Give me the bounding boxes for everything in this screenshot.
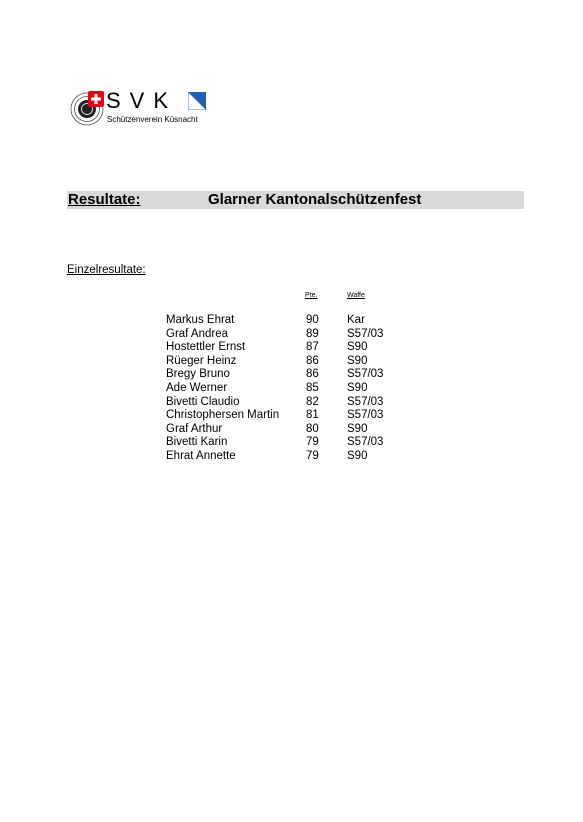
- shooter-points: 79: [306, 436, 319, 449]
- shooter-name: Graf Arthur: [166, 422, 223, 435]
- shooter-points: 81: [306, 409, 319, 422]
- title-bar: [67, 191, 524, 209]
- logo-letters: SVK: [106, 88, 178, 113]
- shooter-weapon: S90: [347, 341, 368, 354]
- club-logo: [70, 88, 220, 130]
- shooter-weapon: S90: [347, 381, 368, 394]
- shooter-weapon: S57/03: [347, 327, 384, 340]
- zurich-flag-icon: [188, 92, 206, 110]
- shooter-name: Bivetti Karin: [166, 436, 228, 449]
- shooter-name: Christophersen Martin: [166, 409, 280, 422]
- shooter-name: Graf Andrea: [166, 327, 229, 340]
- section-heading: Einzelresultate:: [67, 264, 146, 276]
- shooter-points: 86: [306, 368, 319, 381]
- event-title: Glarner Kantonalschützenfest: [208, 191, 422, 208]
- shooter-points: 79: [306, 449, 319, 462]
- column-header-weapon: Waffe: [347, 292, 365, 299]
- logo-subtitle: Schützenverein Küsnacht: [107, 115, 198, 124]
- shooter-points: 86: [306, 354, 319, 367]
- shooter-points: 85: [306, 381, 319, 394]
- column-header-points: Pte.: [305, 292, 318, 299]
- shooter-name: Ade Werner: [166, 381, 228, 394]
- shooter-weapon: S90: [347, 449, 368, 462]
- shooter-weapon: S57/03: [347, 395, 384, 408]
- shooter-name: Ehrat Annette: [166, 449, 236, 462]
- shooter-weapon: S57/03: [347, 368, 384, 381]
- shooter-points: 82: [306, 395, 319, 408]
- shooter-weapon: Kar: [347, 314, 365, 326]
- shooter-name: Rüeger Heinz: [166, 354, 237, 367]
- shooter-name: Bregy Bruno: [166, 368, 230, 381]
- shooter-weapon: S90: [347, 354, 368, 367]
- results-heading: Resultate:: [68, 191, 141, 208]
- shooter-points: 89: [306, 327, 319, 340]
- shooter-weapon: S57/03: [347, 436, 384, 449]
- shooter-weapon: S90: [347, 422, 368, 435]
- shooter-points: 87: [306, 341, 319, 354]
- shooter-name: Bivetti Claudio: [166, 395, 240, 408]
- shooter-points: 90: [306, 314, 319, 326]
- shooter-weapon: S57/03: [347, 409, 384, 422]
- shooter-name: Hostettler Ernst: [166, 341, 246, 354]
- shooter-name: Markus Ehrat: [166, 314, 235, 326]
- swiss-cross-icon: [88, 91, 104, 107]
- shooter-points: 80: [306, 422, 319, 435]
